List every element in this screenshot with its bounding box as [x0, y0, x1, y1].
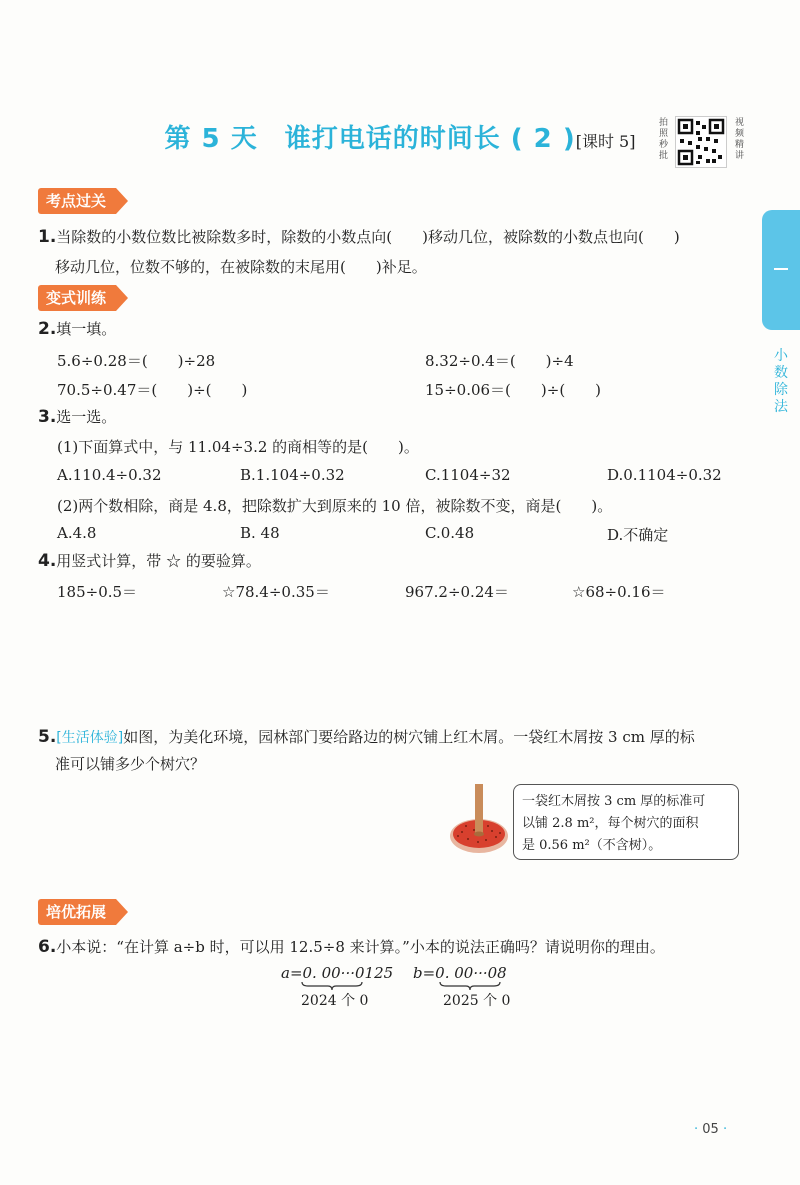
- q3-p1-option-a: A.110.4÷0.32: [57, 466, 162, 484]
- q5-line2: 准可以铺多少个树穴？: [55, 755, 206, 773]
- q3-p2-option-c: C.0.48: [425, 524, 475, 542]
- q3-p2-option-d: D.不确定: [607, 526, 669, 544]
- q4-stem-line: [38, 550, 261, 571]
- q5-hint-box: [513, 784, 739, 860]
- q1-text-1: 当除数的小数位数比被除数多时，除数的小数点向( )移动几位，被除数的小数点也向( ): [56, 228, 680, 246]
- q1-number: 1.: [38, 227, 57, 247]
- q2-item-1: 5.6÷0.28＝( )÷28: [57, 352, 216, 370]
- q6-stem: 小本说：“在计算 a÷b 时，可以用 12.5÷8 来计算。”小本的说法正确吗？请说明你的理由。: [56, 938, 665, 956]
- q4-item-3: 967.2÷0.24＝: [405, 583, 509, 601]
- chapter-side-label: 小数除法: [774, 348, 788, 415]
- q2-number: 2.: [38, 319, 57, 339]
- q5-text-1: 如图，为美化环境，园林部门要给路边的树穴铺上红木屑。一袋红木屑按 3 cm 厚的标: [123, 728, 695, 746]
- q5-hint-line3: 是 0.56 m²（不含树）。: [522, 838, 662, 853]
- section-banner-peiyou: 培优拓展: [38, 899, 116, 925]
- qr-left-label: 拍照秒批: [659, 118, 669, 161]
- q2-stem: 填一填。: [56, 320, 117, 338]
- q6-a-zero-count: 2024 个 0: [301, 993, 369, 1009]
- q3-p1-option-c: C.1104÷32: [425, 466, 511, 484]
- q3-p2-option-a: A.4.8: [57, 524, 97, 542]
- chapter-tab-mark: [774, 268, 788, 270]
- q5-hint-line2: 以铺 2.8 m²，每个树穴的面积: [522, 816, 699, 831]
- q3-number: 3.: [38, 407, 57, 427]
- q6-a-expression: a=0. 00···0125: [281, 964, 394, 982]
- page-dot-right: ·: [722, 1122, 728, 1137]
- q4-item-1: 185÷0.5＝: [57, 583, 138, 601]
- q3-p1-option-d: D.0.1104÷0.32: [607, 466, 722, 484]
- q6-b-expression: b=0. 00···08: [413, 964, 507, 982]
- q2-item-2: 8.32÷0.4＝( )÷4: [425, 352, 574, 370]
- q5-hint-line1: 一袋红木屑按 3 cm 厚的标准可: [522, 794, 706, 809]
- q6-b-zero-count: 2025 个 0: [443, 993, 511, 1009]
- q3-stem: 选一选。: [56, 408, 117, 426]
- q4-stem: 用竖式计算，带 ☆ 的要验算。: [56, 552, 261, 570]
- page-number-text: 05: [702, 1122, 719, 1137]
- q2-item-4: 15÷0.06＝( )÷( ): [425, 381, 602, 399]
- q3-part2: (2)两个数相除，商是 4.8，把除数扩大到原来的 10 倍，被除数不变，商是( )。: [57, 497, 613, 515]
- q3-p2-option-b: B. 48: [240, 524, 280, 542]
- q5-tag: [生活体验]: [56, 730, 124, 746]
- lesson-tag: [课时 5]: [575, 132, 636, 151]
- q4-number: 4.: [38, 551, 57, 571]
- q1-line1: [38, 226, 680, 247]
- section-banner-kaodian: 考点过关: [38, 188, 116, 214]
- q1-line2: 移动几位，位数不够的，在被除数的末尾用( )补足。: [55, 258, 427, 276]
- page-dot-left: ·: [694, 1122, 699, 1137]
- section-banner-bianshi: 变式训练: [38, 285, 116, 311]
- q5-line1: [38, 726, 695, 747]
- page-number: [694, 1122, 727, 1137]
- q3-p1-option-b: B.1.104÷0.32: [240, 466, 345, 484]
- page-title: 第 5 天 谁打电话的时间长 ( 2 ): [164, 124, 576, 154]
- q4-item-2: ☆78.4÷0.35＝: [222, 583, 330, 601]
- tree-pit-illustration-icon: [448, 784, 510, 864]
- qr-code-icon[interactable]: [675, 116, 727, 168]
- q3-part1: (1)下面算式中，与 11.04÷3.2 的商相等的是( )。: [57, 438, 419, 456]
- q6-stem-line: [38, 936, 665, 957]
- q2-stem-line: [38, 318, 116, 339]
- q6-number: 6.: [38, 937, 57, 957]
- chapter-tab: [762, 210, 800, 330]
- q4-item-4: ☆68÷0.16＝: [572, 583, 666, 601]
- q2-item-3: 70.5÷0.47＝( )÷( ): [57, 381, 248, 399]
- q5-number: 5.: [38, 727, 57, 747]
- q3-stem-line: [38, 406, 116, 427]
- qr-right-label: 视频精讲: [735, 118, 745, 161]
